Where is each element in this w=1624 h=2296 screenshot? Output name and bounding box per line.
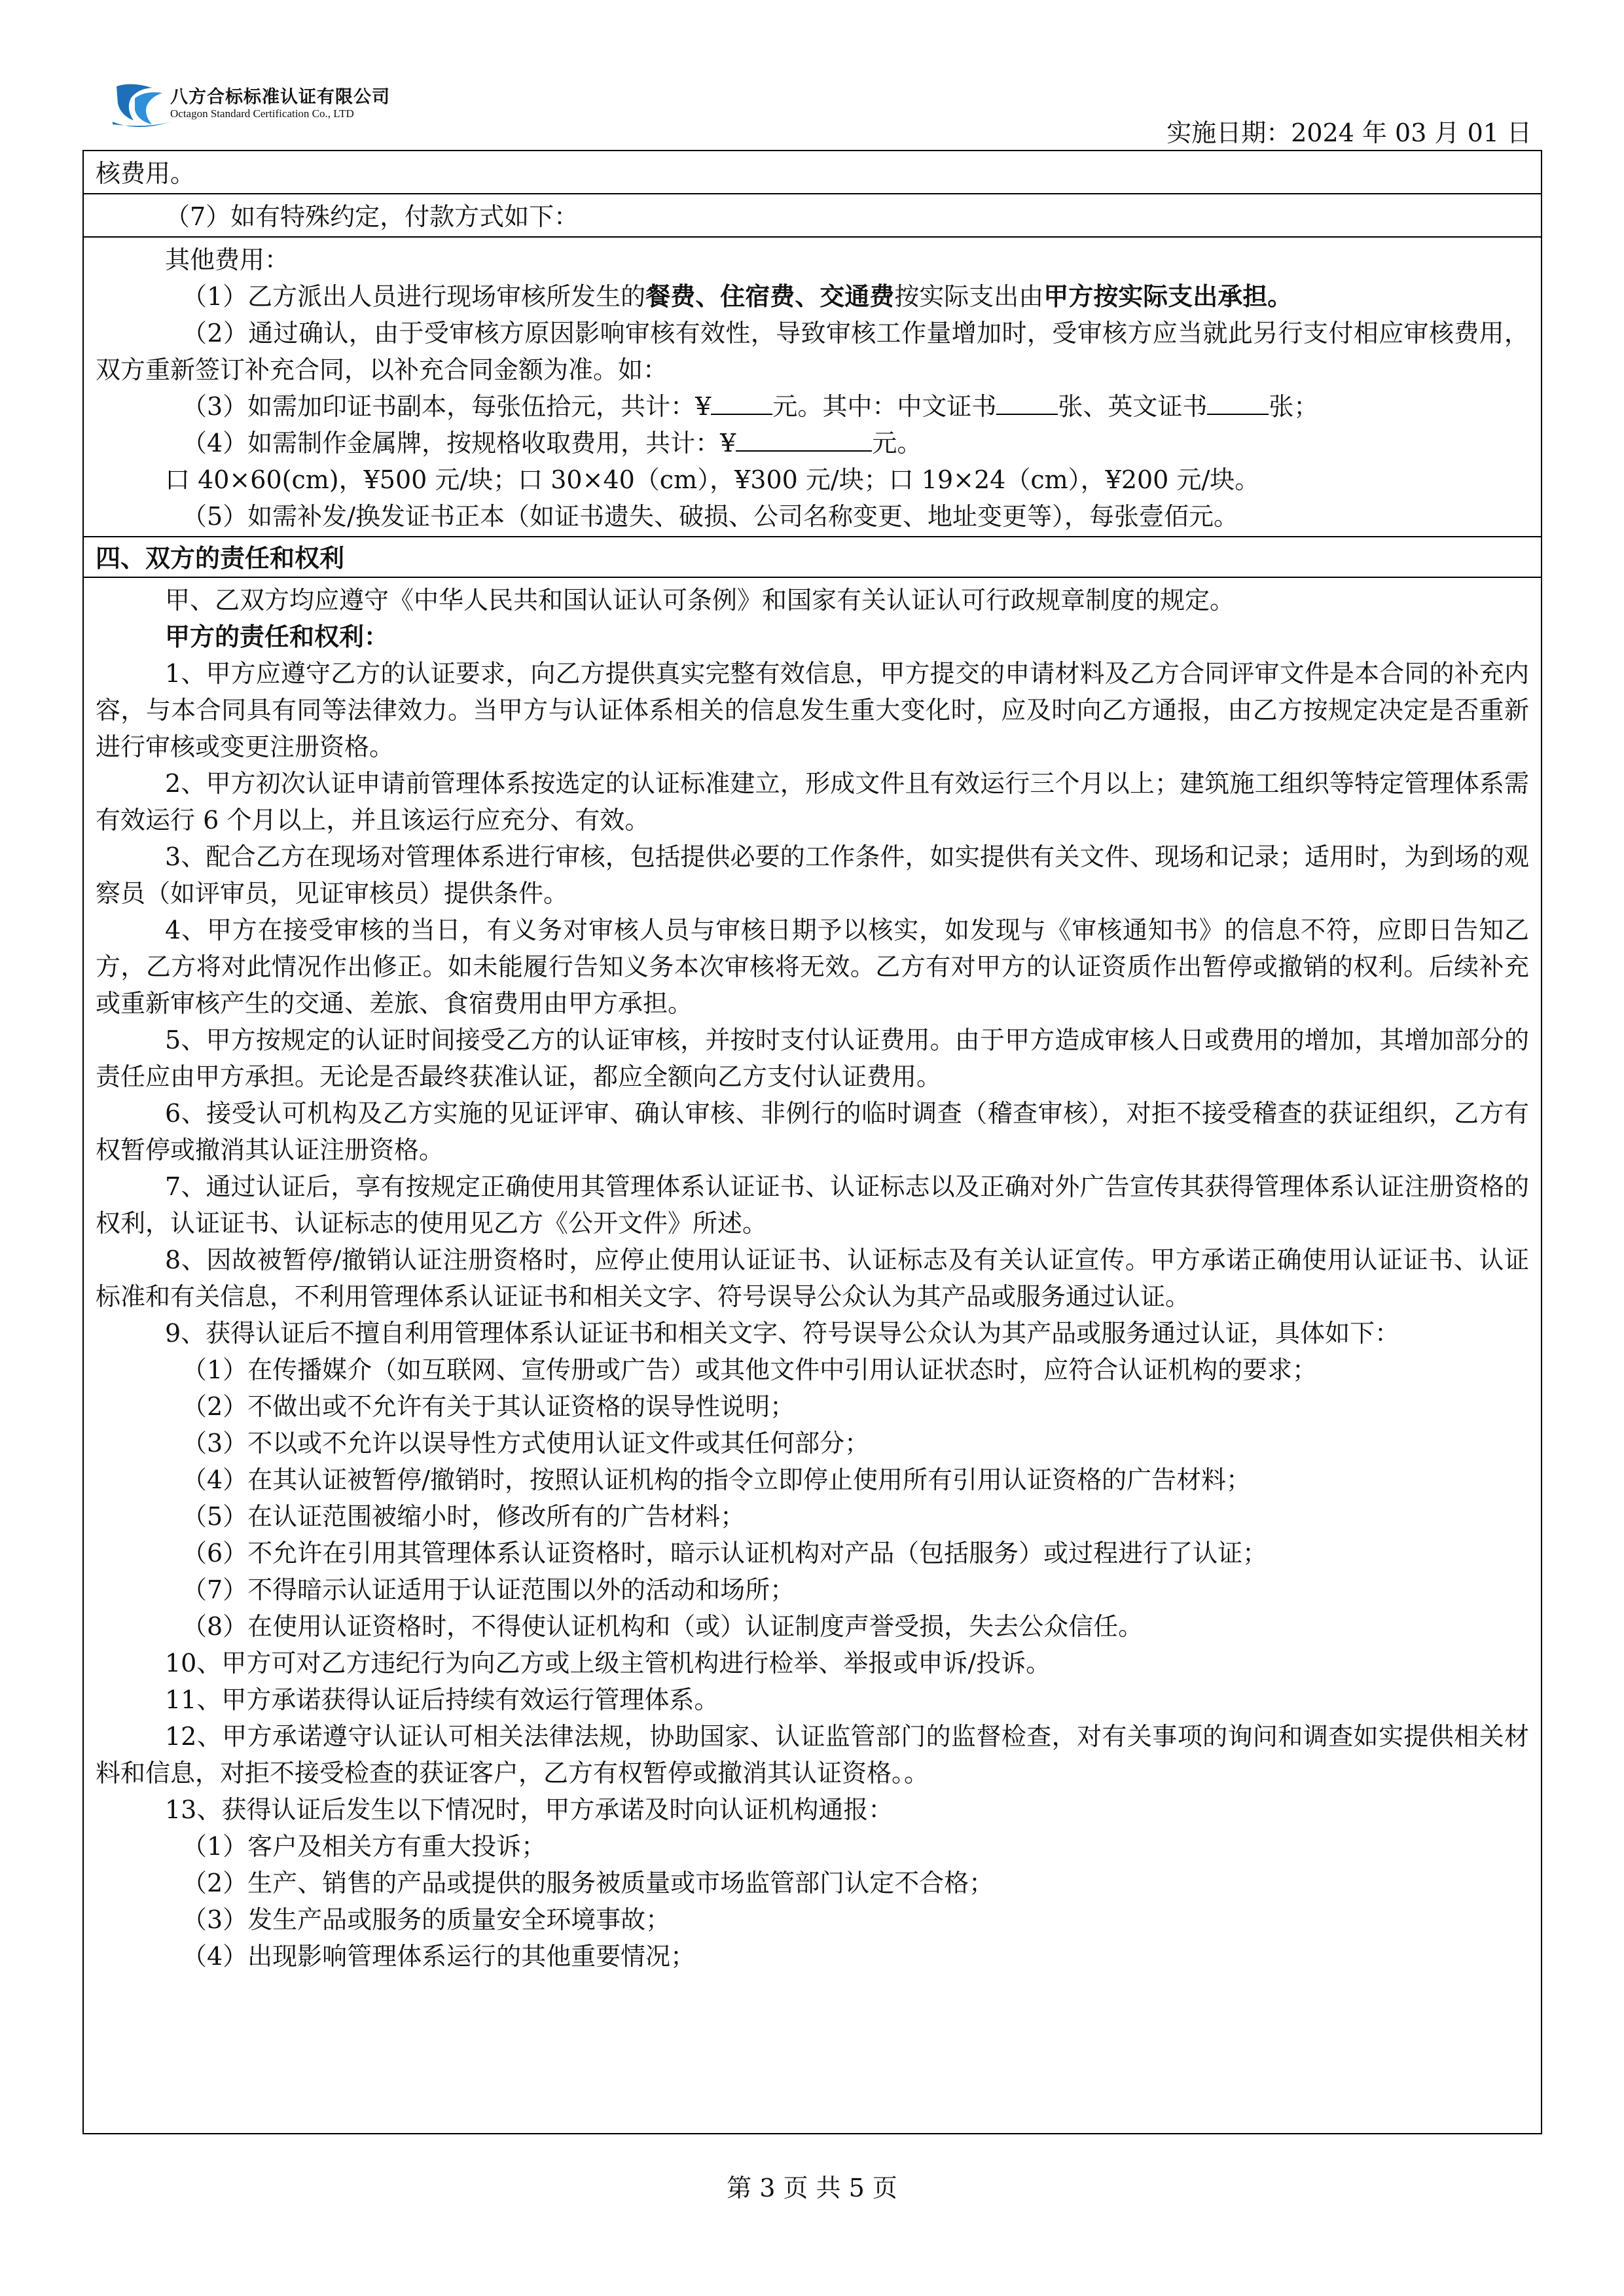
plate-sizes: 口 40×60(cm)，¥500 元/块；口 30×40（cm），¥300 元/块；口 19×24（cm），¥200 元/块。 [165, 465, 1260, 494]
text-segment: 张； [1269, 392, 1319, 421]
other-fees-item-3 [96, 388, 1529, 425]
other-fees-item-2: （2）通过确认，由于受审核方原因影响审核有效性，导致审核工作量增加时，受审核方应当就此另行支付相应审核费用，双方重新签订补充合同，以补充合同金额为准。如： [96, 319, 1529, 384]
clause-9-sub-1: （1）在传播媒介（如互联网、宣传册或广告）或其他文件中引用认证状态时，应符合认证机构的要求； [182, 1355, 1318, 1384]
page-header [105, 77, 1532, 147]
clause-5: 5、甲方按规定的认证时间接受乙方的认证审核，并按时支付认证费用。由于甲方造成审核人日或费用的增加，其增加部分的责任应由甲方承担。无论是否最终获准认证，都应全额向乙方支付认证费用。 [96, 1026, 1529, 1091]
clause-11: 11、甲方承诺获得认证后持续有效运行管理体系。 [165, 1685, 719, 1714]
clause-13-sub-4: （4）出现影响管理体系运行的其他重要情况； [182, 1942, 696, 1971]
clause-7: 7、通过认证后，享有按规定正确使用其管理体系认证证书、认证标志以及正确对外广告宣传其获得管理体系认证注册资格的权利，认证证书、认证标志的使用见乙方《公开文件》所述。 [96, 1172, 1529, 1238]
clause-13-sub-2: （2）生产、销售的产品或提供的服务被质量或市场监管部门认定不合格； [182, 1869, 994, 1897]
section-4-body [84, 578, 1541, 1976]
top-block [84, 151, 1541, 194]
page-number: 第 3 页 共 5 页 [727, 2174, 897, 2202]
other-fees-item-1 [96, 278, 1529, 315]
section-4-intro: 甲、乙双方均应遵守《中华人民共和国认证认可条例》和国家有关认证认可行政规章制度的规定。 [165, 586, 1235, 615]
clause-9-sub-7: （7）不得暗示认证适用于认证范围以外的活动和场所； [182, 1575, 795, 1604]
clause-9-sub-3: （3）不以或不允许以误导性方式使用认证文件或其任何部分； [182, 1429, 870, 1458]
other-fees-title: 其他费用： [165, 245, 290, 274]
payment-method-block [84, 194, 1541, 238]
clause-10: 10、甲方可对乙方违纪行为向乙方或上级主管机构进行检举、举报或申诉/投诉。 [165, 1649, 1051, 1677]
contract-table [82, 150, 1542, 2134]
total-blank[interactable] [711, 394, 772, 415]
clause-12: 12、甲方承诺遵守认证认可相关法律法规，协助国家、认证监管部门的监督检查，对有关事项的询问和调查如实提供相关材料和信息，对拒不接受检查的获证客户，乙方有权暂停或撤消其认证资格。。 [96, 1722, 1529, 1787]
clause-9-sub-5: （5）在认证范围被缩小时，修改所有的广告材料； [182, 1502, 746, 1531]
company-name-en: Octagon Standard Certification Co., LTD [170, 107, 354, 120]
clause-9-sub-6: （6）不允许在引用其管理体系认证资格时，暗示认证机构对产品（包括服务）或过程进行了认证； [182, 1539, 1268, 1568]
company-logo-icon [111, 79, 174, 132]
clause-13: 13、获得认证后发生以下情况时，甲方承诺及时向认证机构通报： [165, 1795, 893, 1824]
clause-13-sub-1: （1）客户及相关方有重大投诉； [182, 1832, 547, 1861]
company-name-cn: 八方合标标准认证有限公司 [170, 87, 390, 107]
clause-9-sub-4: （4）在其认证被暂停/撤销时，按照认证机构的指令立即停止使用所有引用认证资格的广告材料； [182, 1465, 1251, 1494]
section-4-title: 四、双方的责任和权利 [96, 543, 345, 573]
continued-text: 核费用。 [96, 159, 196, 188]
clause-3: 3、配合乙方在现场对管理体系进行审核，包括提供必要的工作条件，如实提供有关文件、现场和记录；适用时，为到场的观察员（如评审员，见证审核员）提供条件。 [96, 842, 1529, 908]
bold-segment: 餐费、住宿费、交通费 [645, 281, 895, 311]
text-segment: 元。 [872, 429, 922, 457]
text-segment: （4）如需制作金属牌，按规格收取费用，共计：¥ [182, 429, 736, 457]
text-segment: 元。其中：中文证书 [772, 392, 997, 421]
clause-9: 9、获得认证后不擅自利用管理体系认证证书和相关文字、符号误导公众认为其产品或服务通过认证，具体如下： [165, 1319, 1400, 1348]
other-fees-item-4 [96, 425, 1529, 461]
clause-6: 6、接受认可机构及乙方实施的见证评审、确认审核、非例行的临时调查（稽查审核），对拒不接受稽查的获证组织，乙方有权暂停或撤消其认证注册资格。 [96, 1099, 1529, 1164]
implementation-date: 实施日期：2024 年 03 月 01 日 [1166, 118, 1532, 147]
bold-segment: 甲方按实际支出承担。 [1043, 281, 1293, 311]
clause-8: 8、因故被暂停/撤销认证注册资格时，应停止使用认证证书、认证标志及有关认证宣传。甲方承诺正确使用认证证书、认证标准和有关信息，不利用管理体系认证证书和相关文字、符号误导公众认为其产品或服务通过认证。 [96, 1246, 1529, 1311]
clause-2: 2、甲方初次认证申请前管理体系按选定的认证标准建立，形成文件且有效运行三个月以上；建筑施工组织等特定管理体系需有效运行 6 个月以上，并且该运行应充分、有效。 [96, 769, 1529, 834]
other-fees-item-5: （5）如需补发/换发证书正本（如证书遗失、破损、公司名称变更、地址变更等），每张壹佰元。 [182, 502, 1238, 531]
text-segment: （1）乙方派出人员进行现场审核所发生的 [182, 282, 646, 311]
clause-9-sub-8: （8）在使用认证资格时，不得使认证机构和（或）认证制度声誉受损，失去公众信任。 [182, 1612, 1144, 1641]
plate-total-blank[interactable] [736, 431, 872, 452]
clause-13-sub-3: （3）发生产品或服务的质量安全环境事故； [182, 1905, 671, 1934]
text-segment: 张、英文证书 [1058, 392, 1208, 421]
cn-cert-blank[interactable] [996, 394, 1058, 415]
payment-method-text: （7）如有特殊约定，付款方式如下： [165, 202, 579, 231]
text-segment: 按实际支出由 [894, 282, 1044, 311]
section-4-header [84, 537, 1541, 578]
other-fees-block [84, 238, 1541, 537]
clause-4: 4、甲方在接受审核的当日，有义务对审核人员与审核日期予以核实，如发现与《审核通知书》的信息不符，应即日告知乙方，乙方将对此情况作出修正。如未能履行告知义务本次审核将无效。乙方有对甲方的认证资质作出暂停或撤销的权利。后续补充或重新审核产生的交通、差旅、食宿费用由甲方承担。 [96, 916, 1529, 1018]
clause-1: 1、甲方应遵守乙方的认证要求，向乙方提供真实完整有效信息，甲方提交的申请材料及乙方合同评审文件是本合同的补充内容，与本合同具有同等法律效力。当甲方与认证体系相关的信息发生重大变化时，应及时向乙方通报，由乙方按规定决定是否重新进行审核或变更注册资格。 [96, 659, 1529, 761]
clause-9-sub-2: （2）不做出或不允许有关于其认证资格的误导性说明； [182, 1392, 795, 1421]
text-segment: （3）如需加印证书副本，每张伍拾元，共计：¥ [182, 392, 712, 421]
en-cert-blank[interactable] [1207, 394, 1269, 415]
party-a-title: 甲方的责任和权利： [165, 622, 389, 651]
